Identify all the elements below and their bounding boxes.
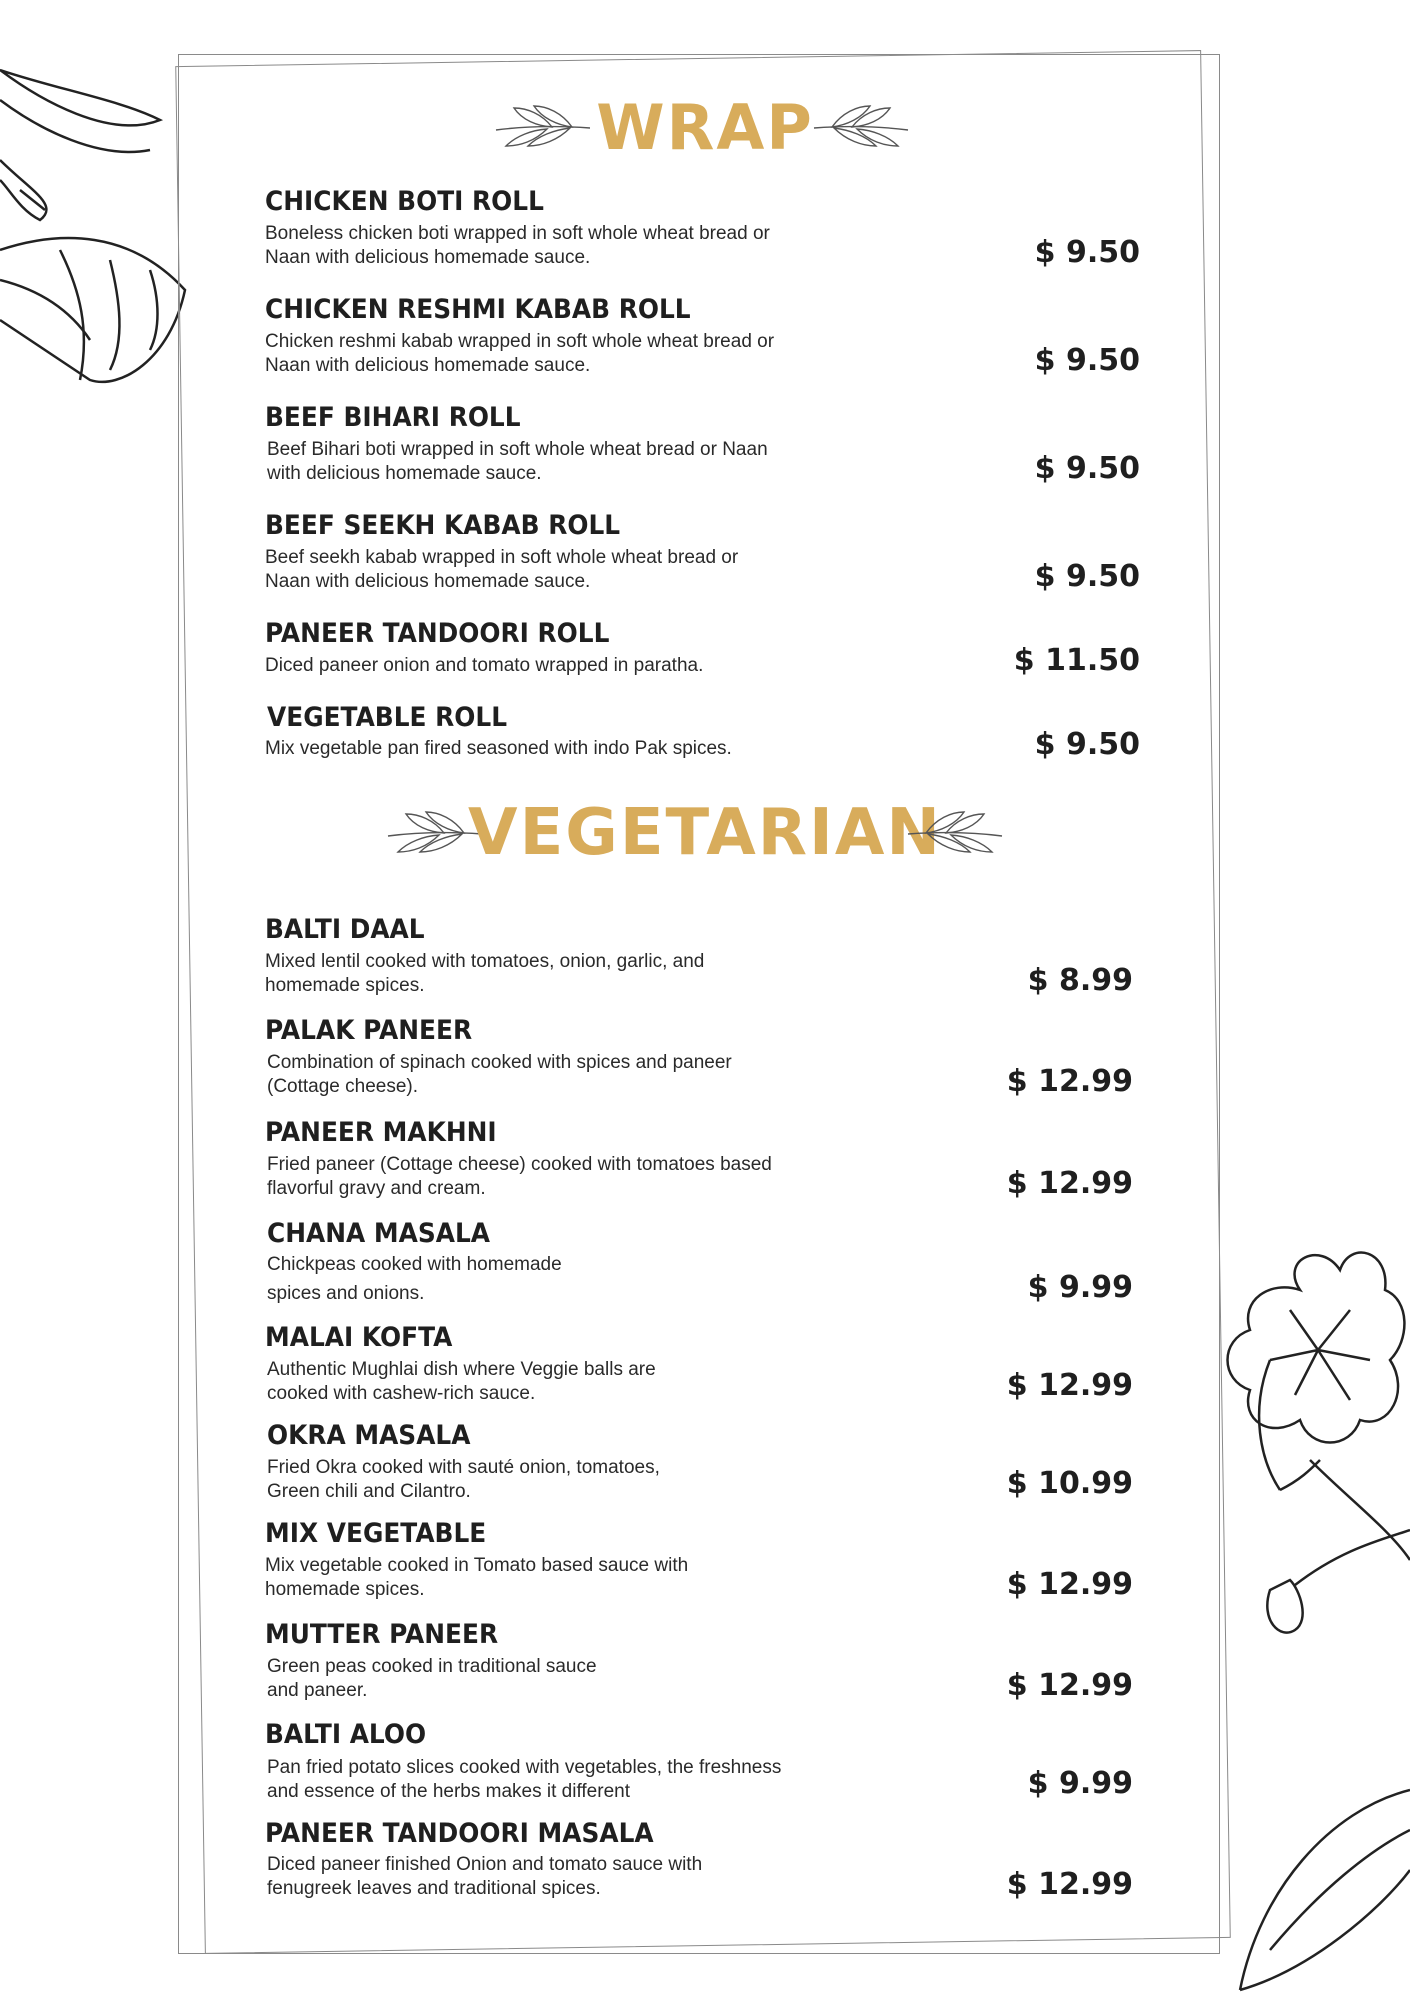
item-description: Mixed lentil cooked with tomatoes, onion, garlic, and homemade spices. (265, 951, 705, 996)
item-description: Beef seekh kabab wrapped in soft whole wheat bread or Naan with delicious homemade sauce. (265, 547, 739, 592)
laurel-sprig-icon (812, 98, 912, 154)
item-name: PALAK PANEER (265, 1015, 473, 1046)
item-description: Mix vegetable pan fired seasoned with indo Pak spices. (265, 738, 732, 759)
item-name: BEEF SEEKH KABAB ROLL (265, 510, 621, 541)
floral-sketch-icon (1200, 1230, 1410, 2000)
item-name: MUTTER PANEER (265, 1619, 499, 1650)
item-price: $ 11.50 (1013, 643, 1140, 678)
item-description: Beef Bihari boti wrapped in soft whole wheat bread or Naan with delicious homemade sauce. (267, 439, 768, 484)
item-description: Fried Okra cooked with sauté onion, tomatoes, Green chili and Cilantro. (267, 1457, 660, 1502)
item-description: Mix vegetable cooked in Tomato based sauce with homemade spices. (265, 1555, 689, 1600)
item-price: $ 9.50 (1034, 727, 1140, 762)
section-title-wrap: WRAP (596, 91, 814, 164)
item-description: Diced paneer onion and tomato wrapped in paratha. (265, 655, 704, 676)
item-name: CHICKEN RESHMI KABAB ROLL (265, 294, 691, 325)
item-price: $ 9.99 (1027, 1766, 1133, 1801)
item-price: $ 9.50 (1034, 451, 1140, 486)
item-name: PANEER TANDOORI MASALA (265, 1818, 654, 1849)
item-description: Diced paneer finished Onion and tomato sauce with fenugreek leaves and traditional spices. (267, 1854, 703, 1899)
item-price: $ 9.50 (1034, 235, 1140, 270)
item-name: OKRA MASALA (267, 1420, 471, 1451)
item-description: Combination of spinach cooked with spices and paneer (Cottage cheese). (267, 1052, 732, 1097)
item-description: Green peas cooked in traditional sauce and paneer. (267, 1656, 597, 1701)
item-description: Pan fried potato slices cooked with vegetables, the freshness and essence of the herbs makes it different (267, 1757, 782, 1802)
item-price: $ 9.99 (1027, 1270, 1133, 1305)
item-name: MALAI KOFTA (265, 1322, 453, 1353)
item-description: Chicken reshmi kabab wrapped in soft whole wheat bread or Naan with delicious homemade sauce. (265, 331, 775, 376)
item-price: $ 12.99 (1006, 1668, 1133, 1703)
item-name: PANEER MAKHNI (265, 1117, 497, 1148)
item-price: $ 12.99 (1006, 1064, 1133, 1099)
item-price: $ 10.99 (1006, 1466, 1133, 1501)
item-description: Chickpeas cooked with homemade spices and onions. (267, 1254, 562, 1304)
item-description: Authentic Mughlai dish where Veggie balls are cooked with cashew-rich sauce. (267, 1359, 656, 1404)
item-name: PANEER TANDOORI ROLL (265, 618, 610, 649)
item-name: CHANA MASALA (267, 1218, 491, 1249)
item-name: BALTI ALOO (265, 1719, 427, 1750)
item-price: $ 9.50 (1034, 559, 1140, 594)
item-name: MIX VEGETABLE (265, 1518, 487, 1549)
item-price: $ 12.99 (1006, 1567, 1133, 1602)
laurel-sprig-icon (906, 804, 1006, 860)
item-price: $ 8.99 (1027, 963, 1133, 998)
item-description: Fried paneer (Cottage cheese) cooked with tomatoes based flavorful gravy and cream. (267, 1154, 772, 1199)
item-price: $ 12.99 (1006, 1166, 1133, 1201)
item-description: Boneless chicken boti wrapped in soft whole wheat bread or Naan with delicious homemade sauce. (265, 223, 770, 268)
item-price: $ 12.99 (1006, 1368, 1133, 1403)
item-name: VEGETABLE ROLL (267, 702, 508, 733)
item-name: CHICKEN BOTI ROLL (265, 186, 544, 217)
item-price: $ 9.50 (1034, 343, 1140, 378)
section-title-vegetarian: VEGETARIAN (468, 796, 942, 870)
item-name: BALTI DAAL (265, 914, 425, 945)
item-name: BEEF BIHARI ROLL (265, 402, 521, 433)
item-price: $ 12.99 (1006, 1867, 1133, 1902)
